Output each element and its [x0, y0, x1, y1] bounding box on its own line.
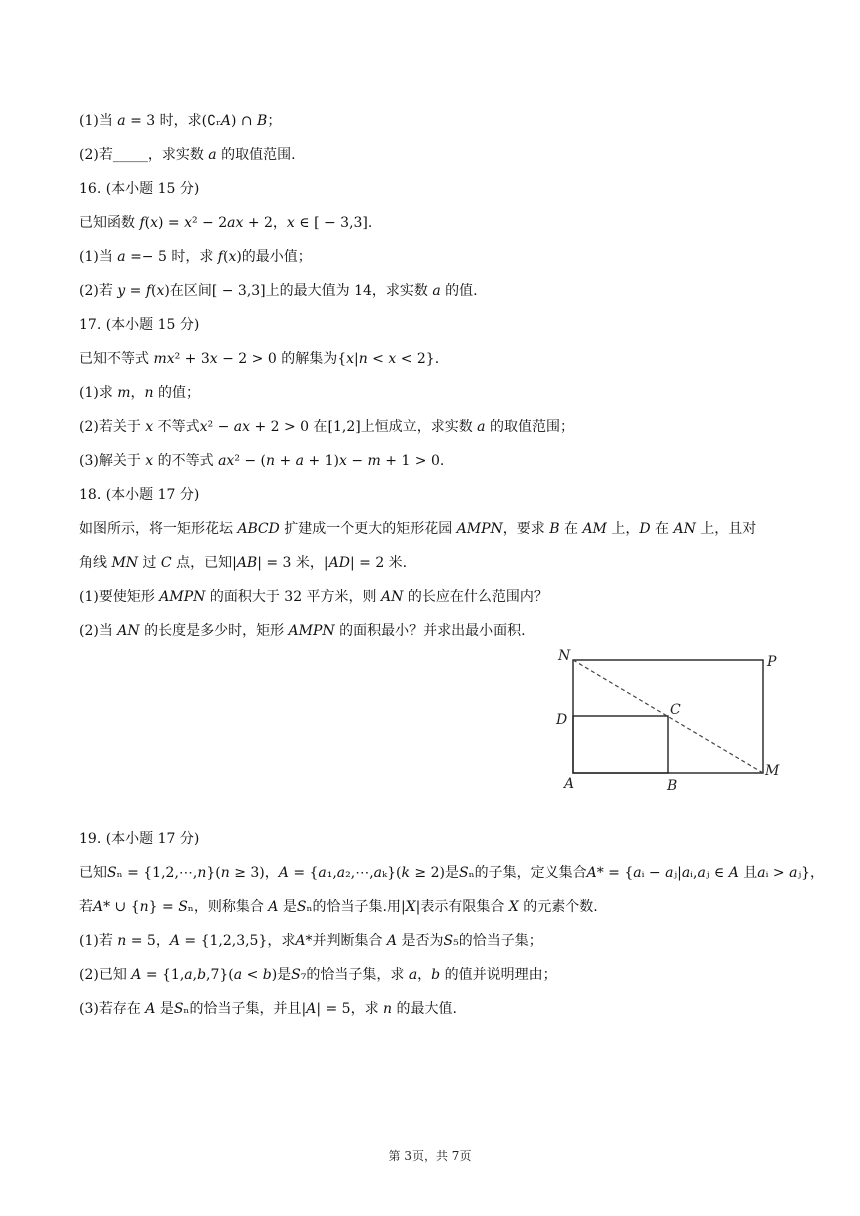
label-c: C	[670, 702, 681, 718]
line-9: (1)求 𝑚，𝑛 的值；	[79, 385, 201, 401]
line-11: (3)解关于 𝑥 的不等式 𝑎𝑥² − (𝑛 + 𝑎 + 1)𝑥 − 𝑚 + 1 > 0.	[79, 453, 445, 469]
label-m: M	[765, 763, 780, 779]
label-a: A	[564, 776, 575, 792]
line-16: (2)当 𝐴𝑁 的长度是多少时，矩形 𝐴𝑀𝑃𝑁 的面积最小？并求出最小面积.	[79, 623, 526, 639]
page-footer: 第 3页，共 7页	[388, 1149, 472, 1163]
line-22: (3)若存在 𝐴 是𝑆ₙ的恰当子集，并且|𝐴| = 5，求 𝑛 的最大值.	[79, 1001, 457, 1017]
line-1: (1)当 𝑎 = 3 时，求(∁ᵣ𝐴) ∩ 𝐵；	[79, 113, 282, 129]
line-13: 如图所示，将一矩形花坛 𝐴𝐵𝐶𝐷 扩建成一个更大的矩形花园 𝐴𝑀𝑃𝑁，要求 𝐵 在 𝐴𝑀 上，𝐷 在 𝐴𝑁 上，且对	[79, 521, 757, 537]
rectangle-figure	[548, 642, 798, 798]
line-4: 已知函数 𝑓(𝑥) = 𝑥² − 2𝑎𝑥 + 2，𝑥 ∈ [ − 3,3].	[79, 215, 373, 231]
line-20: (1)若 𝑛 = 5，𝐴 = {1,2,3,5}，求𝐴*并判断集合 𝐴 是否为𝑆₅的恰当子集；	[79, 933, 543, 949]
label-p: P	[767, 654, 777, 670]
line-10: (2)若关于 𝑥 不等式𝑥² − 𝑎𝑥 + 2 > 0 在[1,2]上恒成立，求实数 𝑎 的取值范围；	[79, 419, 574, 435]
line-21: (2)已知 𝐴 = {1,𝑎,𝑏,7}(𝑎 < 𝑏)是𝑆₇的恰当子集，求 𝑎，𝑏 的值并说明理由；	[79, 967, 557, 983]
line-8: 已知不等式 𝑚𝑥² + 3𝑥 − 2 > 0 的解集为{𝑥|𝑛 < 𝑥 < 2}.	[79, 351, 440, 367]
line-6: (2)若 𝑦 = 𝑓(𝑥)在区间[ − 3,3]上的最大值为 14，求实数 𝑎 的值.	[79, 283, 478, 299]
label-n: N	[558, 648, 571, 664]
line-15: (1)要使矩形 𝐴𝑀𝑃𝑁 的面积大于 32 平方米，则 𝐴𝑁 的长应在什么范围内？	[79, 589, 548, 605]
question-18-heading: 18. (本小题 17 分)	[79, 487, 200, 503]
inner-rectangle-abcd	[573, 716, 668, 773]
label-b: B	[667, 778, 678, 794]
line-18: 已知𝑆ₙ = {1,2,⋯,𝑛}(𝑛 ≥ 3)，𝐴 = {𝑎₁,𝑎₂,⋯,𝑎ₖ}(𝑘 ≥ 2)是𝑆ₙ的子集，定义集合𝐴* = {𝑎ᵢ − 𝑎ⱼ|𝑎ᵢ,𝑎ⱼ ∈ 𝐴 且𝑎ᵢ > 𝑎ⱼ}，	[79, 865, 825, 881]
question-17-heading: 17. (本小题 15 分)	[79, 317, 200, 333]
label-d: D	[556, 712, 568, 728]
question-16-heading: 16. (本小题 15 分)	[79, 181, 200, 197]
line-5: (1)当 𝑎 =− 5 时，求 𝑓(𝑥)的最小值；	[79, 249, 312, 265]
question-19-heading: 19. (本小题 17 分)	[79, 831, 200, 847]
line-19: 若𝐴* ∪ {𝑛} = 𝑆ₙ，则称集合 𝐴 是𝑆ₙ的恰当子集.用|𝑋|表示有限集合 𝑋 的元素个数.	[79, 899, 598, 915]
line-14: 角线 𝑀𝑁 过 𝐶 点，已知|𝐴𝐵| = 3 米，|𝐴𝐷| = 2 米.	[79, 555, 408, 571]
line-2: (2)若_____，求实数 𝑎 的取值范围.	[79, 147, 296, 163]
